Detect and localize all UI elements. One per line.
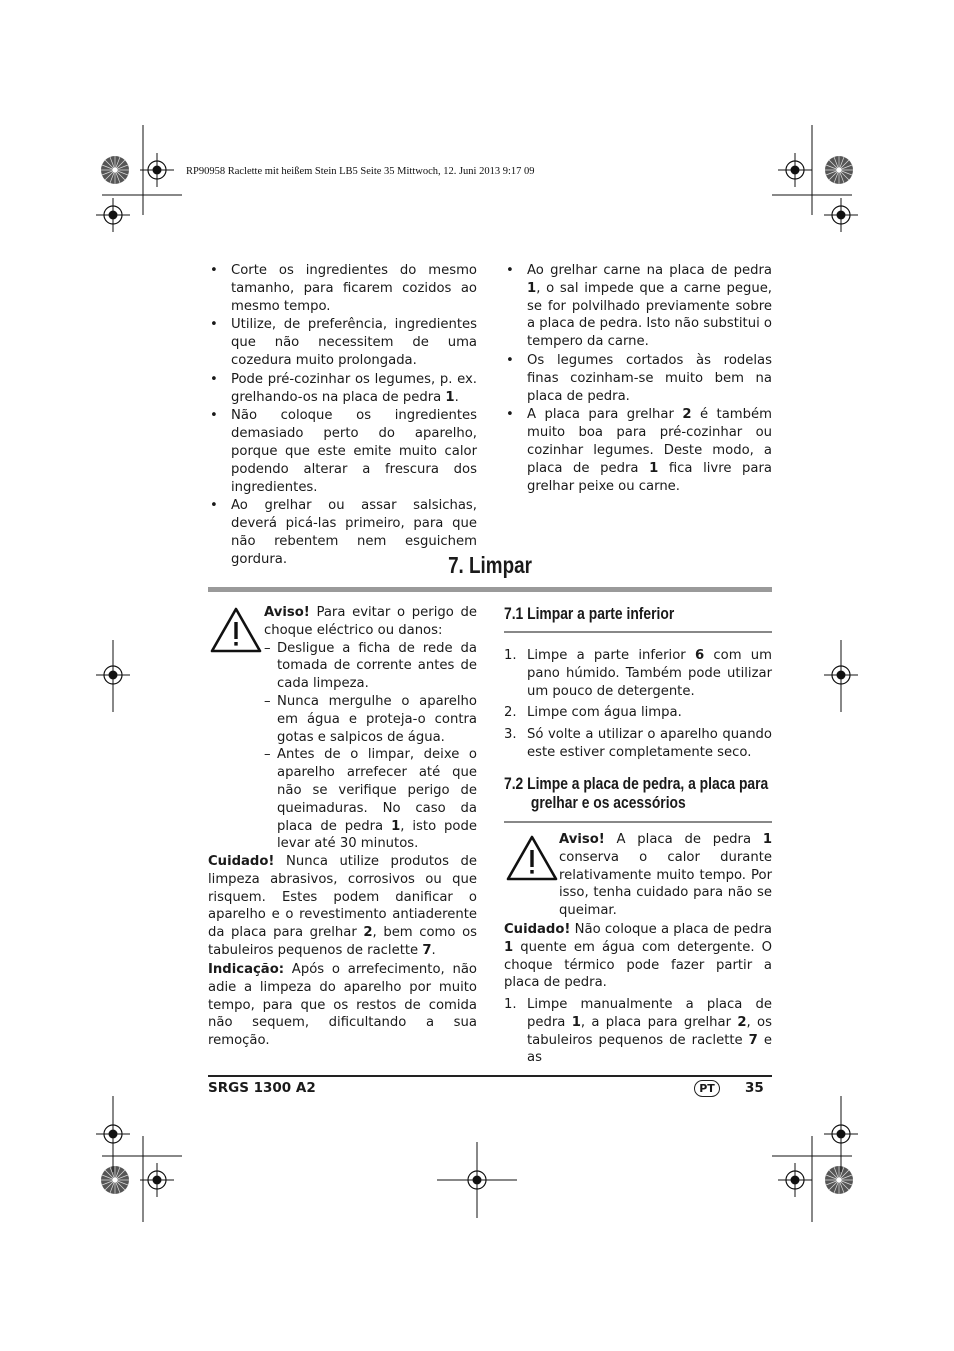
registration-crosshair-icon xyxy=(140,153,174,187)
registration-crosshair-icon xyxy=(96,198,130,232)
tips-right-list xyxy=(504,262,772,496)
list-item: 2. Limpe com água limpa. xyxy=(504,705,682,721)
registration-crosshair-icon xyxy=(778,153,812,187)
list-item: – Antes de o limpar, deixe o aparelho arrefecer até que não se verifique perigo de queimaduras. No caso da placa de pedra 1, isto pode levar até 30 minutos. xyxy=(264,747,477,852)
section-title: 7. Limpar xyxy=(448,552,532,578)
list-item: • Os legumes cortados às rodelas finas cozinham-se muito bem na placa de pedra. xyxy=(506,352,772,404)
steps-7-1 xyxy=(504,647,772,766)
list-item: 1. Limpe manualmente a placa de pedra 1, a placa para grelhar 2, os tabuleiros pequenos de raclette 7 e as xyxy=(504,997,772,1066)
print-slug: RP90958 Raclette mit heißem Stein LB5 Seite 35 Mittwoch, 12. Juni 2013 9:17 09 xyxy=(186,166,535,177)
warning-left: Aviso! Para evitar o perigo de choque eléctrico ou danos: – Desligue a ficha de rede da tomada de corrente antes de cada limpeza. – Nunca mergulhe o aparelho em água e proteja-o contra gotas e salpicos de água. – Antes de o limpar, deixe o aparelho arrefecer até que não se verifique perigo de queimaduras. No caso da placa de pedra 1, isto pode levar até 30 minutos. xyxy=(264,605,477,852)
tips-left-list xyxy=(208,262,477,570)
list-item: 3. Só volte a utilizar o aparelho quando este estiver completamente seco. xyxy=(504,727,772,760)
list-item: – Nunca mergulhe o aparelho em água e proteja-o contra gotas e salpicos de água. xyxy=(264,693,477,745)
print-color-wheel-icon xyxy=(825,156,853,184)
note-left: Indicação: Após o arrefecimento, não adie a limpeza do aparelho por muito tempo, para que os restos de comida não sequem, dificultando a sua remoção. xyxy=(208,962,477,1049)
list-item: 1. Limpe a parte inferior 6 com um pano húmido. Também pode utilizar um pouco de detergente. xyxy=(504,648,772,699)
footer-rule xyxy=(208,1075,772,1077)
caution-left: Cuidado! Nunca utilize produtos de limpeza abrasivos, corrosivos ou que risquem. Estes podem danificar o aparelho e o revestimento antiaderente da placa para grelhar 2, bem como os tabuleiros pequenos de raclette 7. xyxy=(208,854,478,958)
warning-triangle-icon xyxy=(210,607,262,653)
warning-triangle-icon xyxy=(506,835,558,881)
warning-right: Aviso! A placa de pedra 1 conserva o calor durante relativamente muito tempo. Por isso, tenha cuidado para não se queimar. xyxy=(559,832,772,919)
list-item: • Ao grelhar ou assar salsichas, deverá picá-las primeiro, para que não rebentem nem esguichem gordura. xyxy=(210,498,477,567)
list-item: – Desligue a ficha de rede da tomada de corrente antes de cada limpeza. xyxy=(264,640,477,692)
list-item: • Utilize, de preferência, ingredientes que não necessitem de uma cozedura muito prolongada. xyxy=(210,317,477,368)
note-label: Indicação: xyxy=(208,962,285,977)
registration-crosshair-icon xyxy=(778,1163,812,1197)
list-item: • Pode pré-cozinhar os legumes, p. ex. grelhando-os na placa de pedra 1. xyxy=(210,371,477,405)
list-item: • Corte os ingredientes do mesmo tamanho, para ficarem cozidos ao mesmo tempo. xyxy=(210,263,477,314)
registration-crosshair-icon xyxy=(140,1163,174,1197)
print-color-wheel-icon xyxy=(101,1166,129,1194)
warning-label: Aviso! xyxy=(559,832,605,847)
registration-crosshair-icon xyxy=(824,198,858,232)
caution-label: Cuidado! xyxy=(504,922,571,937)
section-rule xyxy=(208,587,772,592)
caution-right: Cuidado! Não coloque a placa de pedra 1 quente em água com detergente. O choque térmico pode fazer partir a placa de pedra. xyxy=(504,922,772,991)
warning-label: Aviso! xyxy=(264,605,310,620)
caution-label: Cuidado! xyxy=(208,854,275,869)
print-color-wheel-icon xyxy=(101,156,129,184)
subsection-7-1-title: 7.1 Limpar a parte inferior xyxy=(504,605,675,623)
list-item: • A placa para grelhar 2 é também muito boa para pré-cozinhar ou cozinhar legumes. Deste modo, a placa de pedra 1 fica livre para grelhar peixe ou carne. xyxy=(506,407,772,494)
subsection-rule xyxy=(504,631,772,633)
page-number: 35 xyxy=(745,1080,764,1096)
subsection-7-2-title: 7.2 Limpe a placa de pedra, a placa para grelhar e os acessórios xyxy=(504,775,769,812)
list-item: • Não coloque os ingredientes demasiado perto do aparelho, porque que este emite muito calor podendo alterar a frescura dos ingredientes. xyxy=(210,408,477,495)
list-item: • Ao grelhar carne na placa de pedra 1, o sal impede que a carne pegue, se for polvilhado previamente sobre a placa de pedra. Isto não substitui o tempero da carne. xyxy=(506,263,772,350)
model-number: SRGS 1300 A2 xyxy=(208,1080,316,1096)
subsection-rule xyxy=(504,821,772,823)
print-color-wheel-icon xyxy=(825,1166,853,1194)
steps-7-2 xyxy=(504,996,772,1071)
language-badge: PT xyxy=(694,1080,720,1097)
